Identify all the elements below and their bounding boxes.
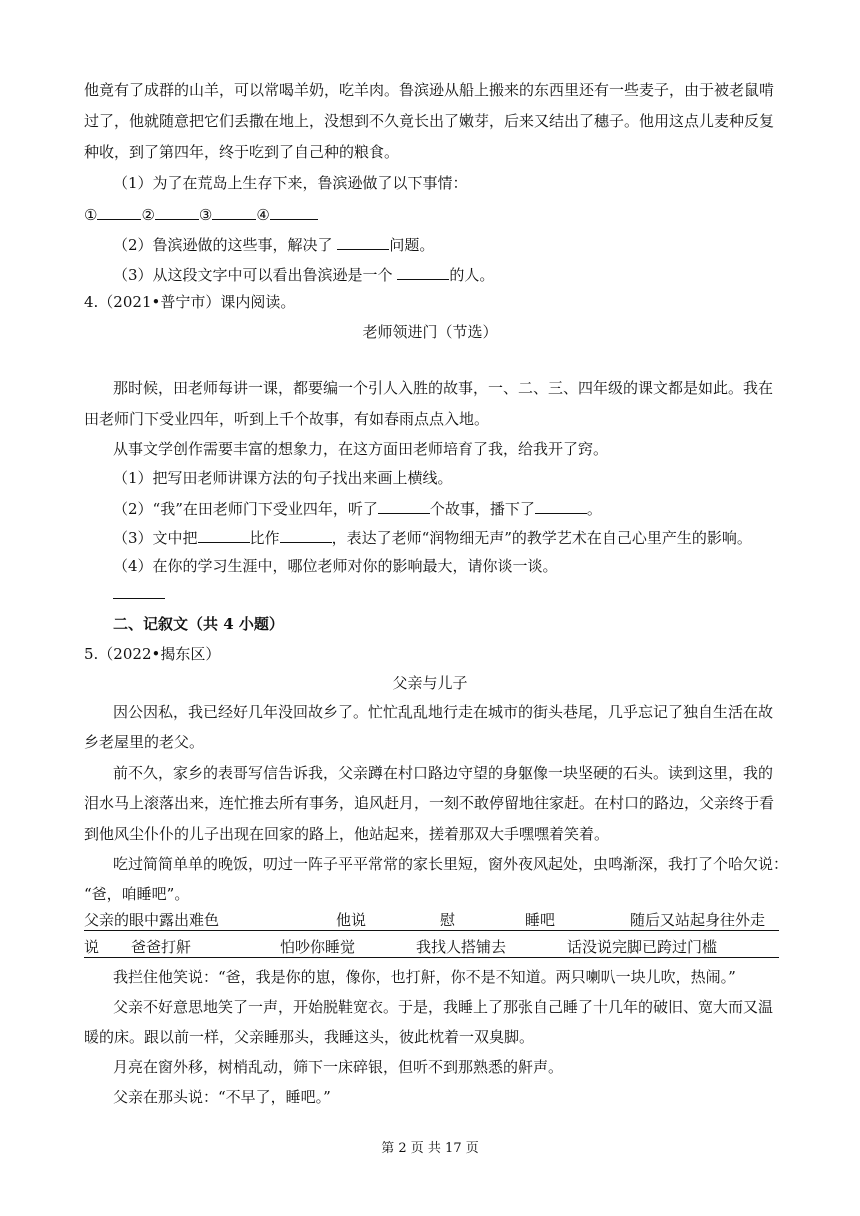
passage-line: 种收，到了第四年，终于吃到了自己种的粮食。 [84, 143, 400, 161]
answer-blank[interactable] [97, 203, 141, 220]
q5-header: 5.（2022•揭东区） [84, 645, 221, 663]
passage-line: 月亮在窗外移，树梢乱动，筛下一床碎银，但听不到那熟悉的鼾声。 [113, 1058, 564, 1076]
passage-line: 因公因私，我已经好几年没回故乡了。忙忙乱乱地行走在城市的街头巷尾，几乎忘记了独自生活在故 [113, 703, 774, 721]
q4-sub2-text-end: 。 [586, 500, 602, 518]
q4-sub1: （1）把写田老师讲课方法的句子找出来画上横线。 [113, 469, 453, 487]
q4-sub4: （4）在你的学习生涯中，哪位老师对你的影响最大，请你谈一谈。 [113, 557, 558, 575]
q4-sub2-text: （2）“我”在田老师门下受业四年，听了 [113, 500, 378, 518]
q4-sub2 [113, 497, 602, 517]
passage-line: 前不久，家乡的表哥写信告诉我，父亲蹲在村口路边守望的身躯像一块坚硬的石头。读到这里，我的 [113, 764, 774, 782]
passage-line: 田老师门下受业四年，听到上千个故事，有如春雨点点入地。 [84, 410, 490, 428]
row-fragment: 说 [84, 938, 100, 956]
mark-2: ② [141, 206, 155, 224]
q3-sub2-text-end: 问题。 [389, 236, 435, 254]
passage-line: 从事文学创作需要丰富的想象力，在这方面田老师培育了我，给我开了窍。 [113, 440, 609, 458]
q3-sub3-text-end: 的人。 [449, 266, 495, 284]
row-fragment: 慰 [440, 911, 456, 929]
q4-sub3-text-end: ，表达了老师“润物细无声”的教学艺术在自己心里产生的影响。 [331, 529, 752, 547]
answer-blank[interactable] [270, 203, 318, 220]
q4-sub3-text-mid: 比作 [249, 529, 280, 547]
passage-line: 我拦住他笑说：“爸，我是你的崽，像你，也打鼾，你不是不知道。两只喇叭一块儿吹，热闹。” [113, 968, 736, 986]
row-fragment: 随后又站起身往外走 [630, 911, 766, 929]
q3-sub3 [113, 263, 494, 283]
mark-1: ① [84, 206, 98, 224]
q4-sub3-text: （3）文中把 [113, 529, 198, 547]
passage-line: 那时候，田老师每讲一课，都要编一个引人入胜的故事，一、二、三、四年级的课文都是如此。我在 [113, 379, 774, 397]
page-footer: 第 2 页 共 17 页 [381, 1141, 479, 1156]
row-fragment: 我找人搭铺去 [416, 938, 507, 956]
answer-blank[interactable] [280, 526, 332, 543]
passage-line: 过了，他就随意把它们丢撒在地上，没想到不久竟长出了嫩芽，后来又结出了穗子。他用这点儿麦种反复 [84, 112, 775, 130]
row-fragment: 怕吵你睡觉 [280, 938, 356, 956]
q4-passage-title: 老师领进门（节选） [362, 323, 498, 341]
row-fragment: 爸爸打鼾 [131, 938, 192, 956]
q3-sub2-text: （2）鲁滨逊做的这些事，解决了 [113, 236, 338, 254]
mark-3: ③ [198, 206, 213, 224]
passage-line: 父亲在那头说：“不早了，睡吧。” [113, 1088, 331, 1106]
section-heading: 二、记叙文（共 4 小题） [113, 615, 284, 633]
passage-line: 父亲不好意思地笑了一声，开始脱鞋宽衣。于是，我睡上了那张自己睡了十几年的破旧、宽大而又温 [113, 998, 774, 1016]
passage-line: 泪水马上滚落出来，连忙推去所有事务，追风赶月，一刻不敢停留地往家赶。在村口的路边，父亲终于看 [84, 794, 775, 812]
answer-blank[interactable] [378, 497, 430, 514]
q4-sub2-text-mid: 个故事，播下了 [429, 500, 535, 518]
q3-sub1: （1）为了在荒岛上生存下来，鲁滨逊做了以下事情： [113, 174, 468, 192]
q3-blanks-row [84, 203, 318, 223]
answer-blank[interactable] [212, 203, 256, 220]
q3-sub2 [113, 233, 434, 253]
underlined-answer-row[interactable] [84, 935, 779, 958]
row-fragment: 话没说完脚已跨过门槛 [567, 938, 718, 956]
answer-blank[interactable] [113, 586, 165, 599]
answer-blank[interactable] [198, 526, 250, 543]
q5-passage-title: 父亲与儿子 [392, 674, 468, 692]
answer-blank[interactable] [155, 203, 199, 220]
passage-line: 乡老屋里的老父。 [84, 733, 205, 751]
answer-blank[interactable] [397, 263, 449, 280]
passage-line: “爸，咱睡吧”。 [84, 885, 190, 903]
passage-line: 吃过简简单单的晚饭，叨过一阵子平平常常的家长里短，窗外夜风起处，虫鸣渐深，我打了个哈欠说： [113, 855, 789, 873]
row-fragment: 睡吧 [525, 911, 556, 929]
passage-line: 他竟有了成群的山羊，可以常喝羊奶，吃羊肉。鲁滨逊从船上搬来的东西里还有一些麦子，由于被老鼠啃 [84, 81, 775, 99]
answer-blank[interactable] [535, 497, 587, 514]
q4-sub3 [113, 526, 752, 546]
passage-line: 暖的床。跟以前一样，父亲睡那头，我睡这头，彼此枕着一双臭脚。 [84, 1028, 535, 1046]
row-fragment: 他说 [336, 911, 367, 929]
q4-header: 4.（2021•普宁市）课内阅读。 [84, 293, 296, 311]
passage-line: 到他风尘仆仆的儿子出现在回家的路上，他站起来，搓着那双大手嘿嘿着笑着。 [84, 825, 610, 843]
mark-4: ④ [256, 206, 270, 224]
q3-sub3-text: （3）从这段文字中可以看出鲁滨逊是一个 [113, 266, 398, 284]
underlined-answer-row[interactable] [84, 908, 779, 931]
row-fragment: 父亲的眼中露出难色 [84, 911, 220, 929]
answer-blank[interactable] [337, 233, 389, 250]
